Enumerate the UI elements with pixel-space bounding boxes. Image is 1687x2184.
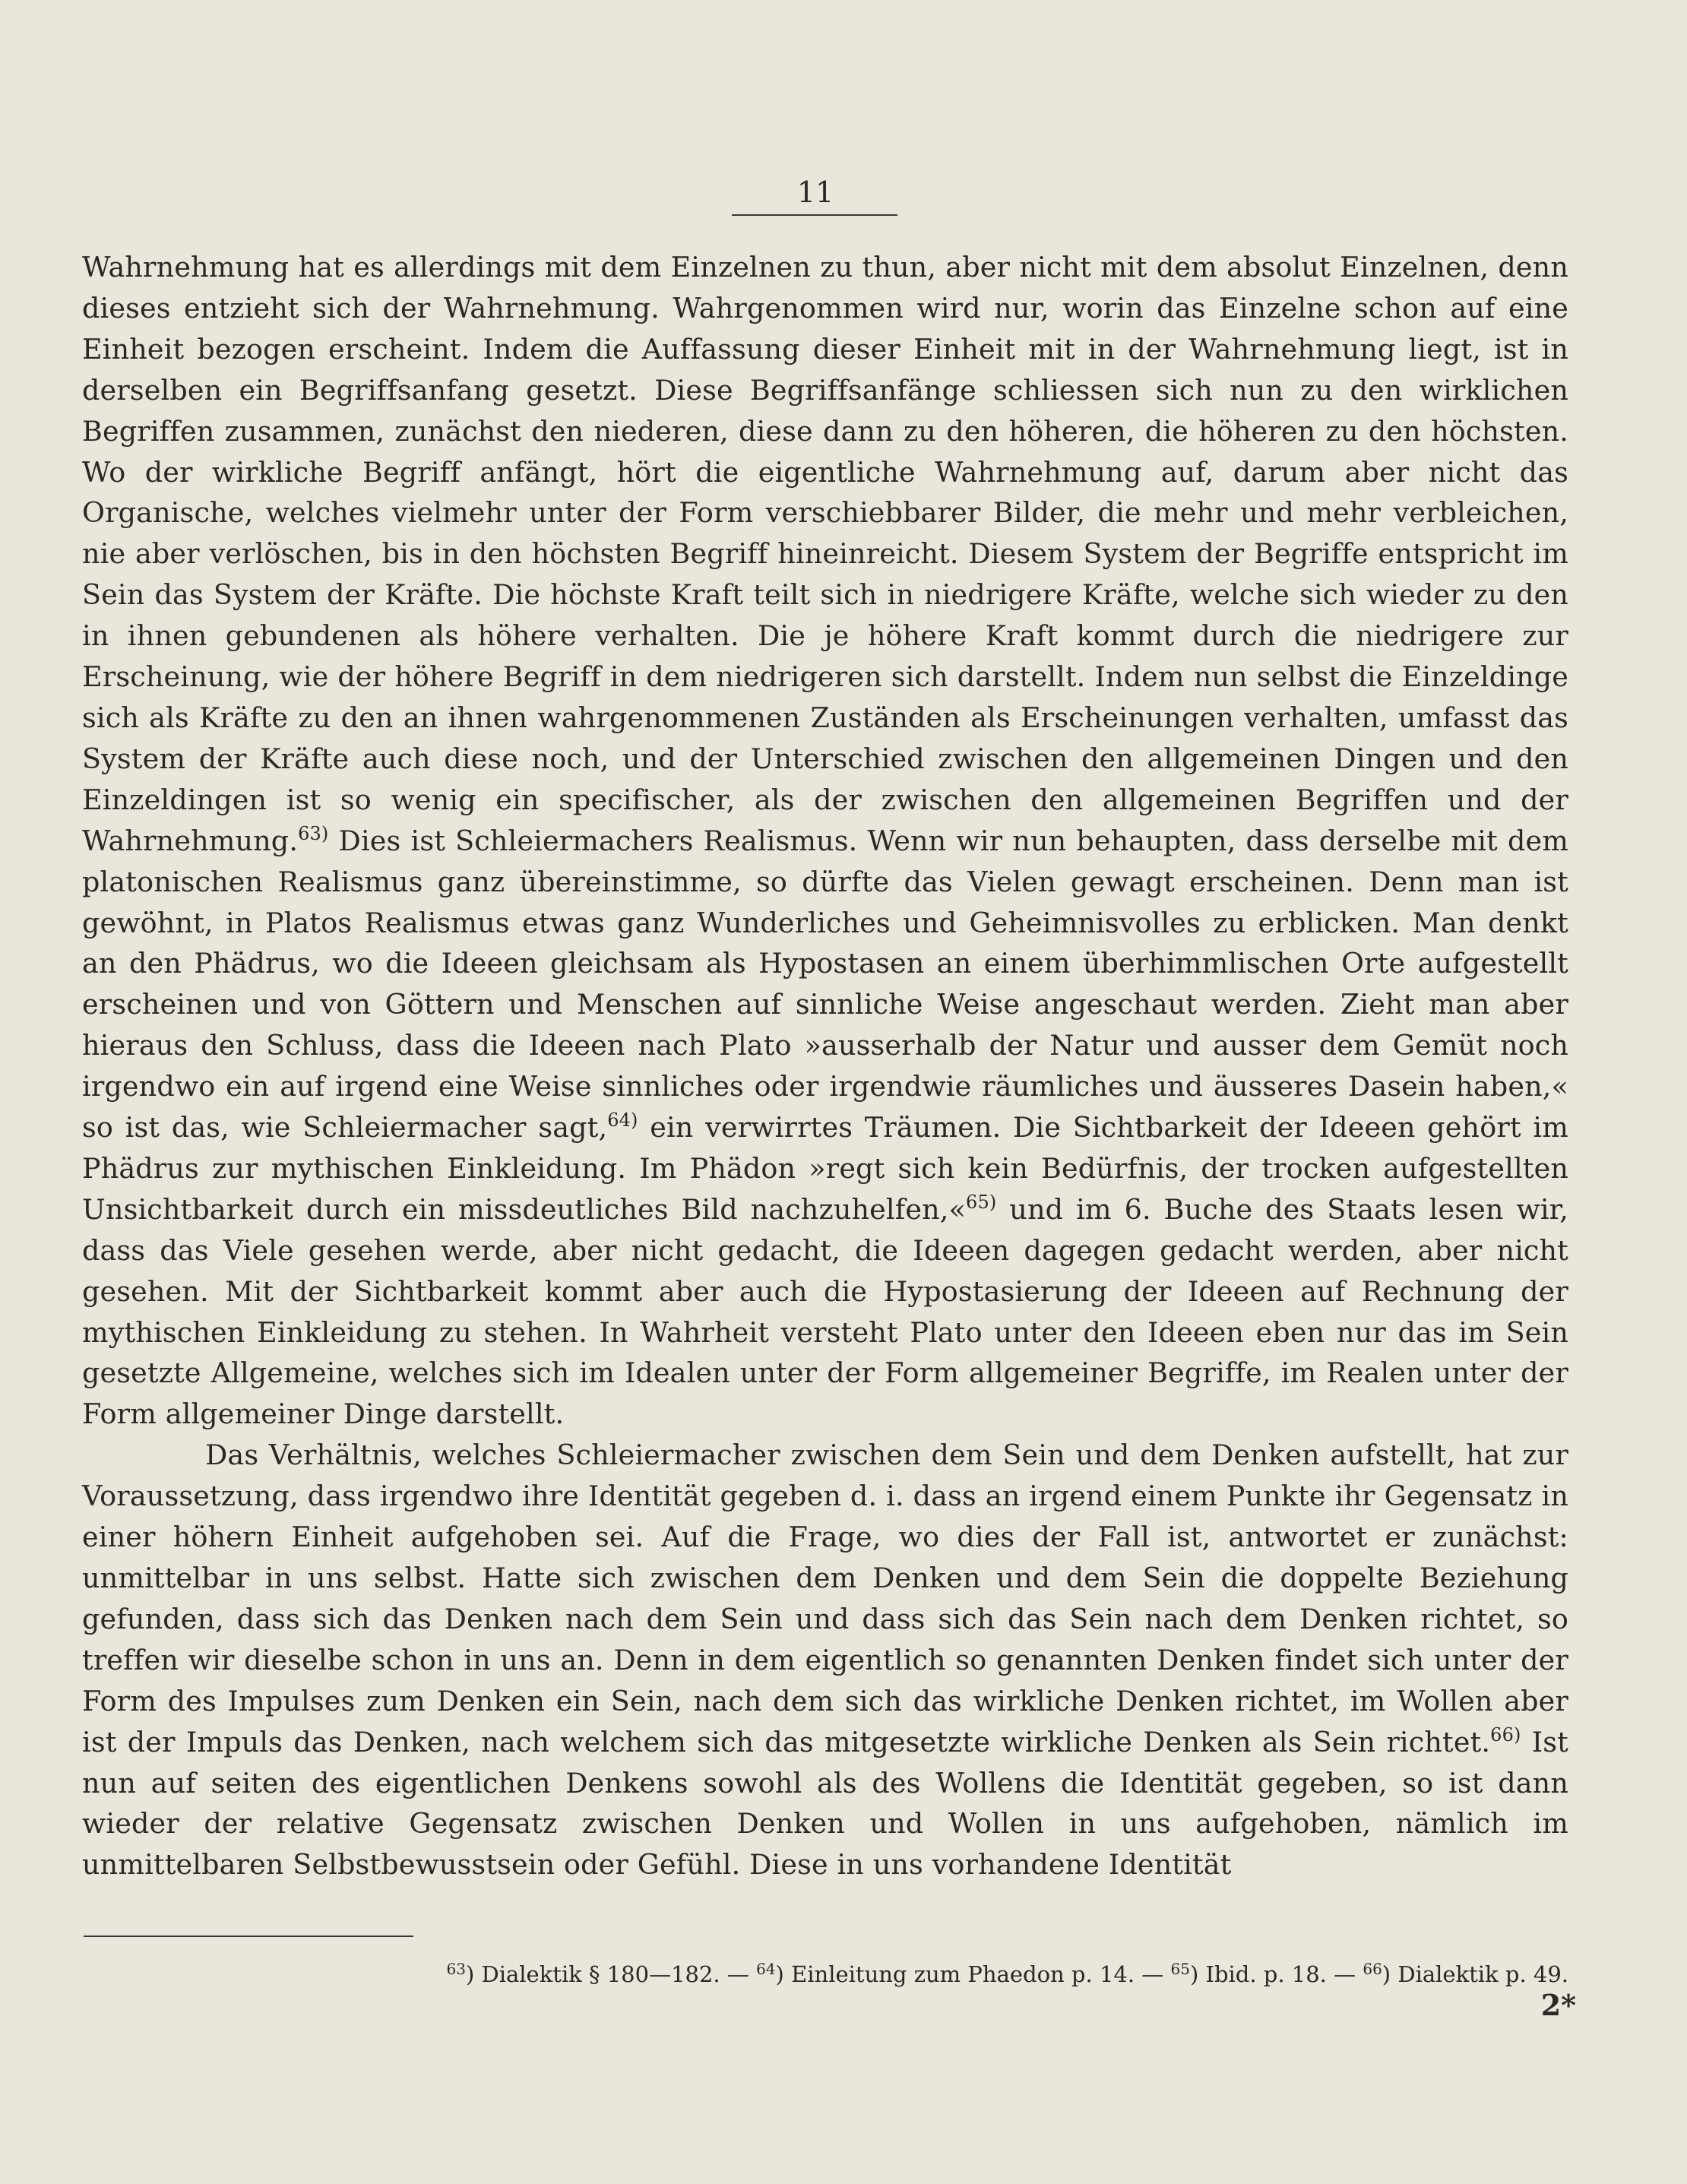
paragraph-text: und im 6. Buche des Staats lesen wir, dass das Viele gesehen werde, aber nicht gedacht, die Ideeen dagegen gedacht werden, aber nicht gesehen. Mit der Sichtbarkeit kommt aber auch die Hypostasierung der Ideeen auf Rechnung der mythischen Einkleidung zu stehen. In Wahrheit versteht Plato unter den Ideeen eben nur das im Sein gesetzte Allgemeine, welches sich im Idealen unter der Form allgemeiner Begriffe, im Realen unter der Form allgemeiner Dinge darstellt.: [82, 1192, 1568, 1431]
footnote-item: [1363, 1961, 1568, 1987]
paragraph-text: ein verwirrtes Träumen. Die Sichtbarkeit der Ideeen gehört im Phädrus zur mythischen Einkleidung. Im Phädon »regt sich kein Bedürfnis, der trocken aufgestellten Unsichtbarkeit durch ein missdeutliches Bild nachzuhelfen,«: [82, 1111, 1568, 1226]
footnote-separator: —: [1326, 1961, 1363, 1987]
page-number: 11: [796, 176, 834, 209]
body-text: [82, 247, 1568, 1885]
footnote-text: ) Einleitung zum Phaedon p. 14.: [775, 1961, 1135, 1987]
footnote-reference: 66): [1490, 1723, 1521, 1746]
paragraph: [82, 247, 1568, 1435]
footnote-reference: 65): [966, 1191, 997, 1213]
footnote-number: 66: [1363, 1960, 1382, 1978]
paragraph-text: Das Verhältnis, welches Schleiermacher zwischen dem Sein und dem Denken aufstellt, hat zur Voraussetzung, dass irgendwo ihre Identität gegeben d. i. dass an irgend einem Punkte ihr Gegensatz in einer höhern Einheit aufgehoben sei. Auf die Frage, wo dies der Fall ist, antwortet er zunächst: unmittelbar in uns selbst. Hatte sich zwischen dem Denken und dem Sein die doppelte Beziehung gefunden, dass sich das Denken nach dem Sein und dass sich das Sein nach dem Denken richtet, so treffen wir dieselbe schon in uns an. Denn in dem eigentlich so genannten Denken findet sich unter der Form des Impulses zum Denken ein Sein, nach dem sich das wirkliche Denken richtet, im Wollen aber ist der Impuls das Denken, nach welchem sich das mitgesetzte wirkliche Denken als Sein richtet.: [82, 1439, 1568, 1758]
signature-mark: 2*: [1540, 1988, 1576, 2022]
paragraph: [82, 1435, 1568, 1885]
footnote-number: 65: [1170, 1960, 1190, 1978]
footnote-number: 63: [446, 1960, 466, 1978]
page-number-rule: [732, 214, 897, 216]
footnote-item: [1171, 1961, 1327, 1987]
footnotes: [82, 1958, 1568, 1991]
footnote-item: [756, 1961, 1135, 1987]
footnote-rule: [84, 1936, 413, 1937]
footnote-reference: 63): [298, 822, 329, 844]
paragraph-text: Ist nun auf seiten des eigentlichen Denkens sowohl als des Wollens die Identität gegeben, so ist dann wieder der relative Gegensatz zwischen Denken und Wollen in uns aufgehoben, nämlich im unmittelbaren Selbstbewusstsein oder Gefühl. Diese in uns vorhandene Identität: [82, 1725, 1569, 1882]
paragraph-text: Dies ist Schleiermachers Realismus. Wenn wir nun behaupten, dass derselbe mit dem platonischen Realismus ganz übereinstimme, so dürfte das Vielen gewagt erscheinen. Denn man ist gewöhnt, in Platos Realismus etwas ganz Wunderliches und Geheimnisvolles zu erblicken. Man denkt an den Phädrus, wo die Ideeen gleichsam als Hypostasen an einem überhimmlischen Orte aufgestellt erscheinen und von Göttern und Menschen auf sinnliche Weise angeschaut werden. Zieht man aber hieraus den Schluss, dass die Ideeen nach Plato »ausserhalb der Natur und ausser dem Gemüt noch irgendwo ein auf irgend eine Weise sinnliches oder irgendwie räumliches und äusseres Dasein haben,« so ist das, wie Schleiermacher sagt,: [82, 824, 1568, 1144]
footnote-separator: —: [720, 1961, 757, 1987]
footnote-reference: 64): [607, 1109, 638, 1132]
footnote-item: [446, 1961, 720, 1987]
footnote-text: ) Dialektik § 180—182.: [465, 1961, 720, 1987]
footnote-text: ) Ibid. p. 18.: [1189, 1961, 1327, 1987]
footnote-number: 64: [756, 1960, 776, 1978]
paragraph-text: Wahrnehmung hat es allerdings mit dem Einzelnen zu thun, aber nicht mit dem absolut Einzelnen, denn dieses entzieht sich der Wahrnehmung. Wahrgenommen wird nur, worin das Einzelne schon auf eine Einheit bezogen erscheint. Indem die Auffassung dieser Einheit mit in der Wahrnehmung liegt, ist in derselben ein Begriffsanfang gesetzt. Diese Begriffsanfänge schliessen sich nun zu den wirklichen Begriffen zusammen, zunächst den niederen, diese dann zu den höheren, die höheren zu den höchsten. Wo der wirkliche Begriff anfängt, hört die eigentliche Wahrnehmung auf, darum aber nicht das Organische, welches vielmehr unter der Form verschiebbarer Bilder, die mehr und mehr verbleichen, nie aber verlöschen, bis in den höchsten Begriff hineinreicht. Diesem System der Begriffe entspricht im Sein das System der Kräfte. Die höchste Kraft teilt sich in niedrigere Kräfte, welche sich wieder zu den in ihnen gebundenen als höhere verhalten. Die je höhere Kraft kommt durch die niedrigere zur Erscheinung, wie der höhere Begriff in dem niedrigeren sich darstellt. Indem nun selbst die Einzeldinge sich als Kräfte zu den an ihnen wahrgenommenen Zuständen als Erscheinungen verhalten, umfasst das System der Kräfte auch diese noch, und der Unterschied zwischen den allgemeinen Dingen und den Einzeldingen ist so wenig ein specifischer, als der zwischen den allgemeinen Begriffen und der Wahrnehmung.: [82, 251, 1568, 857]
footnote-separator: —: [1135, 1961, 1171, 1987]
footnote-text: ) Dialektik p. 49.: [1382, 1961, 1568, 1987]
